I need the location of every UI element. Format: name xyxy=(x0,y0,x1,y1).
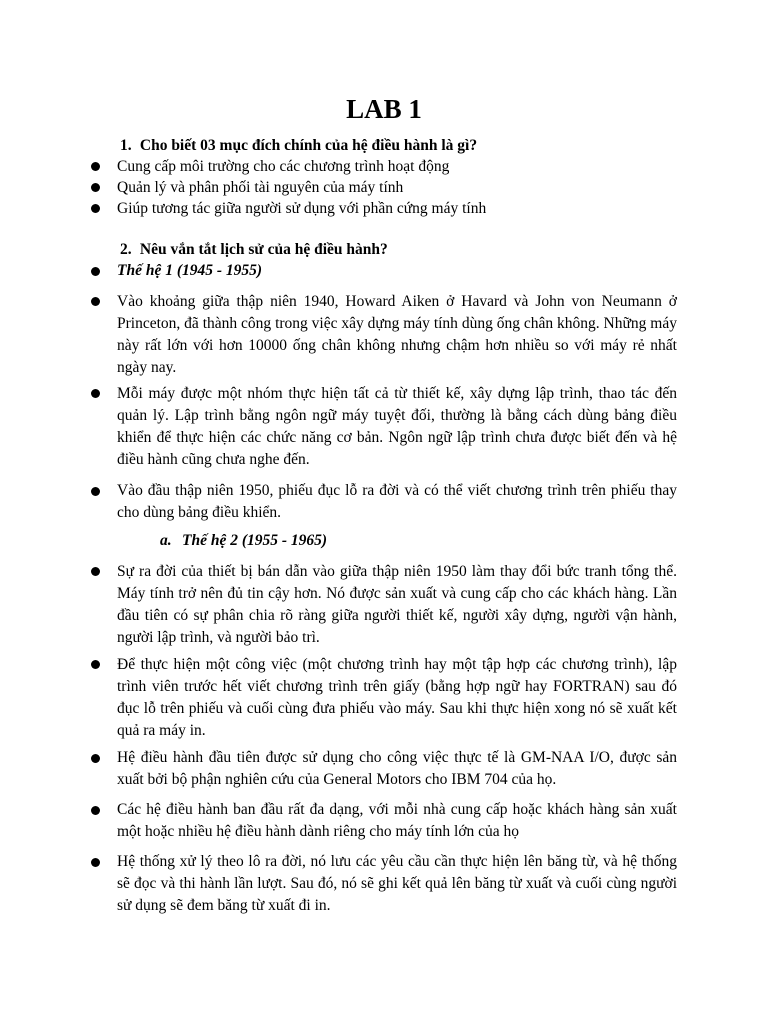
gen2-list-item: Sự ra đời của thiết bị bán dẫn vào giữa thập niên 1950 làm thay đổi bức tranh tổng thể. Máy tính trở nên đủ tin cậy hơn. Nó được sản xuất và cung cấp cho các khách hàng. Lần đầu tiên có sự phân chia rõ ràng giữa người thiết kế, người xây dựng, người vận hành, người lập trình, và người bảo trì. xyxy=(117,563,677,646)
bullet-icon xyxy=(91,858,100,867)
question-2-number: 2. xyxy=(120,241,132,258)
gen2-list-item: Các hệ điều hành ban đầu rất đa dạng, với mỗi nhà cung cấp hoặc khách hàng sản xuất một hoặc nhiều hệ điều hành dành riêng cho máy tính lớn của họ xyxy=(117,801,677,840)
q1-list-item: Cung cấp môi trường cho các chương trình hoạt động xyxy=(117,158,450,175)
gen2-list-item: Hệ thống xử lý theo lô ra đời, nó lưu các yêu cầu cần thực hiện lên băng từ, và hệ thống sẽ đọc và thi hành lần lượt. Sau đó, nó sẽ ghi kết quả lên băng từ xuất và cuối cùng người sử dụng sẽ đem băng từ xuất đi in. xyxy=(117,853,677,914)
question-2-text: Nêu vắn tắt lịch sử của hệ điều hành? xyxy=(139,241,388,258)
question-2-heading xyxy=(120,240,388,260)
bullet-icon xyxy=(91,183,100,192)
bullet-icon xyxy=(91,162,100,171)
bullet-icon xyxy=(91,267,100,276)
generation-2-heading xyxy=(160,531,327,551)
bullet-icon xyxy=(91,204,100,213)
bullet-icon xyxy=(91,660,100,669)
question-1-heading xyxy=(120,136,477,156)
page-title: LAB 1 xyxy=(346,94,422,124)
gen1-list-item: Mỗi máy được một nhóm thực hiện tất cả từ thiết kế, xây dựng lập trình, thao tác đến quản lý. Lập trình bằng ngôn ngữ máy tuyệt đối, thường là bằng cách dùng bảng điều khiển để thực hiện các chức năng cơ bản. Ngôn ngữ lập trình chưa được biết đến và hệ điều hành cũng chưa nghe đến. xyxy=(117,385,677,468)
generation-1-heading: Thế hệ 1 (1945 - 1955) xyxy=(117,262,263,279)
generation-2-marker: a. xyxy=(160,532,172,549)
bullet-icon xyxy=(91,754,100,763)
generation-2-label: Thế hệ 2 (1955 - 1965) xyxy=(182,532,328,549)
question-1-text: Cho biết 03 mục đích chính của hệ điều hành là gì? xyxy=(139,137,478,154)
bullet-icon xyxy=(91,487,100,496)
gen2-list-item: Để thực hiện một công việc (một chương trình hay một tập hợp các chương trình), lập trình viên trước hết viết chương trình trên giấy (bằng hợp ngữ hay FORTRAN) sau đó đục lỗ trên phiếu và cuối cùng đưa phiếu vào máy. Sau khi thực hiện xong nó sẽ xuất kết quả ra máy in. xyxy=(117,656,677,739)
q1-list-item: Giúp tương tác giữa người sử dụng với phần cứng máy tính xyxy=(117,200,487,217)
gen1-list-item: Vào đầu thập niên 1950, phiếu đục lỗ ra đời và có thể viết chương trình trên phiếu thay cho dùng bảng điều khiển. xyxy=(117,482,677,521)
question-1-number: 1. xyxy=(120,137,132,154)
bullet-icon xyxy=(91,806,100,815)
gen2-list-item: Hệ điều hành đầu tiên được sử dụng cho công việc thực tế là GM-NAA I/O, được sản xuất bởi bộ phận nghiên cứu của General Motors cho IBM 704 của họ. xyxy=(117,749,677,788)
gen1-list-item: Vào khoảng giữa thập niên 1940, Howard Aiken ở Havard và John von Neumann ở Princeton, đã thành công trong việc xây dựng máy tính dùng ống chân không. Những máy này rất lớn với hơn 10000 ống chân không nhưng chậm hơn nhiều so với máy rẻ nhất ngày nay. xyxy=(117,293,677,376)
bullet-icon xyxy=(91,297,100,306)
bullet-icon xyxy=(91,389,100,398)
q1-list-item: Quản lý và phân phối tài nguyên của máy tính xyxy=(117,179,404,196)
bullet-icon xyxy=(91,567,100,576)
